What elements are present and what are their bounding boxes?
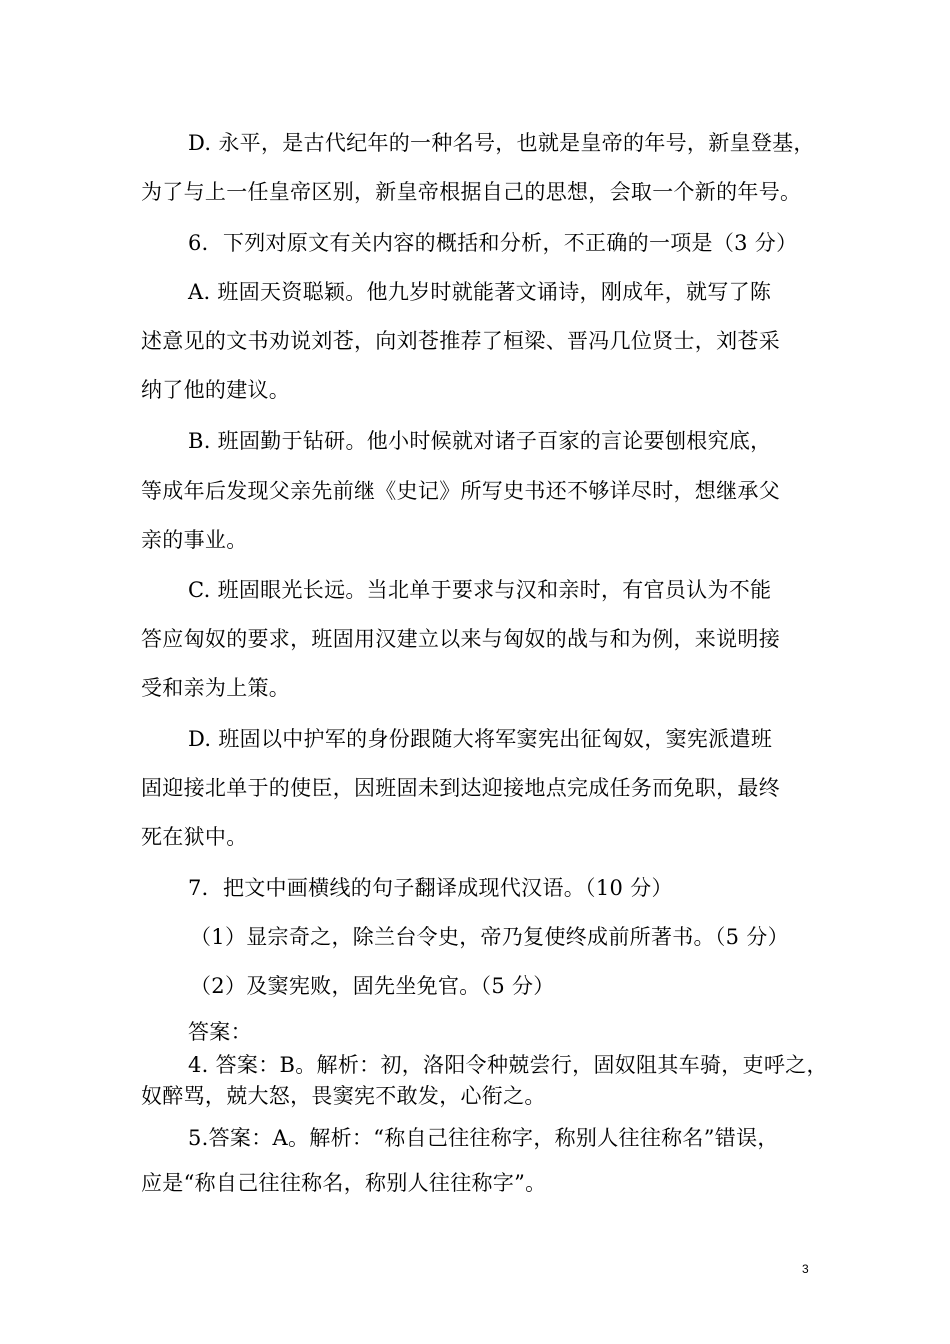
option-c-line-1: C. 班固眼光长远。当北单于要求与汉和亲时，有官员认为不能	[188, 578, 772, 602]
question-6: 6．下列对原文有关内容的概括和分析，不正确的一项是（3 分）	[188, 231, 798, 255]
translation-item-1: （1）显宗奇之，除兰台令史，帝乃复使终成前所著书。（5 分）	[190, 925, 789, 949]
option-a-line-3: 纳了他的建议。	[141, 378, 291, 402]
question-7: 7．把文中画横线的句子翻译成现代汉语。（10 分）	[188, 876, 673, 900]
option-b-line-1: B. 班固勤于钻研。他小时候就对诸子百家的言论要刨根究底，	[188, 429, 772, 453]
option-b-line-2: 等成年后发现父亲先前继《史记》所写史书还不够详尽时，想继承父	[141, 479, 780, 503]
option-d-background-line-1: D. 永平，是古代纪年的一种名号，也就是皇帝的年号，新皇登基，	[188, 131, 815, 155]
option-d-line-2: 固迎接北单于的使臣，因班固未到达迎接地点完成任务而免职，最终	[141, 776, 780, 800]
option-c-line-3: 受和亲为上策。	[141, 676, 291, 700]
option-a-line-2: 述意见的文书劝说刘苍，向刘苍推荐了桓梁、晋冯几位贤士，刘苍采	[141, 329, 780, 353]
translation-item-2: （2）及窦宪败，固先坐免官。（5 分）	[190, 974, 555, 998]
page-number: 3	[802, 1262, 809, 1276]
answers-heading: 答案：	[188, 1020, 252, 1044]
option-d-background-line-2: 为了与上一任皇帝区别，新皇帝根据自己的思想，会取一个新的年号。	[141, 180, 802, 204]
answer-5-line-2: 应是“称自己往往称名，称别人往往称字”。	[141, 1171, 547, 1195]
option-d-line-3: 死在狱中。	[141, 825, 248, 849]
answer-4-line-2: 奴醉骂，兢大怒，畏窦宪不敢发，心衔之。	[141, 1084, 546, 1108]
answer-4-line-1: 4. 答案：B。解析：初，洛阳令种兢尝行，固奴阻其车骑，吏呼之，	[188, 1053, 828, 1077]
option-d-line-1: D. 班固以中护军的身份跟随大将军窦宪出征匈奴，窦宪派遣班	[188, 727, 773, 751]
option-c-line-2: 答应匈奴的要求，班固用汉建立以来与匈奴的战与和为例，来说明接	[141, 627, 780, 651]
answer-5-line-1: 5.答案：A。解析：“称自己往往称字，称别人往往称名”错误，	[188, 1126, 779, 1150]
option-a-line-1: A. 班固天资聪颖。他九岁时就能著文诵诗，刚成年，就写了陈	[188, 280, 772, 304]
option-b-line-3: 亲的事业。	[141, 528, 248, 552]
